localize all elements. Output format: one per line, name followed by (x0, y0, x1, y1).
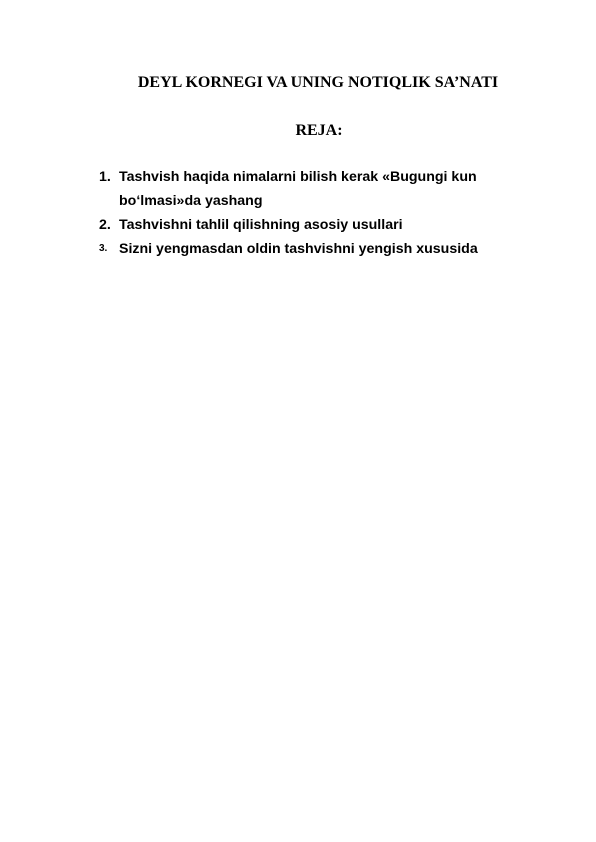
document-title: DEYL KORNEGI VA UNING NOTIQLIK SA’NATI (137, 74, 499, 91)
plan-item-text: Sizni yengmasdan oldin tashvishni yengish xususida (119, 241, 478, 257)
plan-item-number: 1. (99, 169, 111, 185)
plan-list (99, 165, 559, 261)
plan-heading: REJA: (295, 122, 343, 139)
plan-item-2 (99, 213, 559, 237)
plan-item-number: 2. (99, 217, 111, 233)
plan-item-number: 3. (99, 243, 108, 254)
plan-item-1 (99, 165, 559, 213)
plan-item-text: Tashvishni tahlil qilishning asosiy usullari (119, 217, 403, 233)
plan-item-3 (99, 237, 559, 261)
plan-item-text: Tashvish haqida nimalarni bilish kerak «Bugungi kun bo‘lmasi»da yashang (119, 169, 477, 209)
